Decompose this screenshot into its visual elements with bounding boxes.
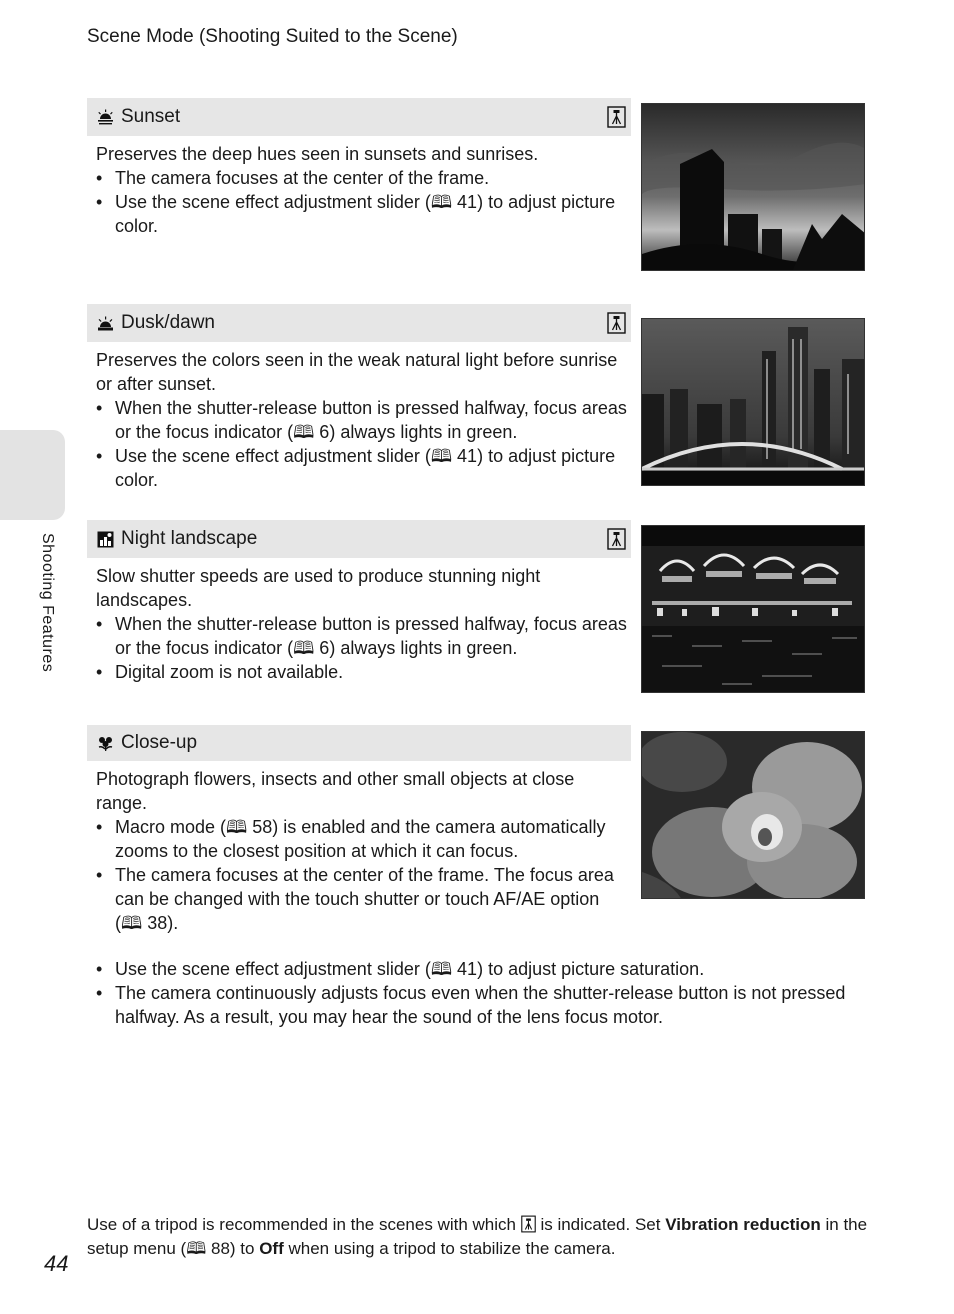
page-number: 44 <box>44 1251 69 1276</box>
bullet-item: • Use the scene effect adjustment slider (🕮 41) to adjust picture color. <box>96 444 631 492</box>
footer-text: in the setup menu (🕮 88) to <box>87 1215 868 1258</box>
section-title: Sunset <box>121 106 181 127</box>
night-landscape-photo <box>641 525 865 693</box>
bullet-list <box>96 396 631 492</box>
footer-text: is indicated. Set <box>540 1215 661 1234</box>
section-title: Close-up <box>121 732 198 753</box>
dusk-dawn-photo <box>641 318 865 486</box>
bullet-item: • Digital zoom is not available. <box>96 660 631 684</box>
sunset-photo <box>641 103 865 271</box>
section-header-bar <box>87 304 631 342</box>
tripod-icon <box>607 312 626 334</box>
chapter-label: Shooting Features <box>39 533 56 673</box>
off-label: Off <box>259 1239 284 1258</box>
footer-text: Use of a tripod is recommended in the scenes with which <box>87 1215 516 1234</box>
close-up-photo <box>641 731 865 899</box>
chapter-tab <box>0 430 65 520</box>
section-intro: Preserves the colors seen in the weak natural light before sunrise or after sunset. <box>96 350 618 394</box>
section-header-bar <box>87 520 631 558</box>
section-body <box>87 136 631 238</box>
bullet-item: • When the shutter-release button is pressed halfway, focus areas or the focus indicator (🕮 6) always lights in green. <box>96 612 631 660</box>
section-intro: Preserves the deep hues seen in sunsets and sunrises. <box>96 144 539 164</box>
section-body <box>87 761 626 935</box>
footer-note <box>87 1213 887 1261</box>
bullet-list <box>96 612 631 684</box>
bullet-list <box>96 815 626 935</box>
footer-text: when using a tripod to stabilize the camera. <box>288 1239 616 1258</box>
bullet-item: • When the shutter-release button is pressed halfway, focus areas or the focus indicator (🕮 6) always lights in green. <box>96 396 631 444</box>
section-body <box>87 342 631 492</box>
vibration-reduction-label: Vibration reduction <box>665 1215 821 1234</box>
bullet-list <box>96 957 856 1029</box>
dusk-dawn-icon <box>97 315 114 332</box>
sunset-icon <box>97 109 114 126</box>
bullet-item: • Macro mode (🕮 58) is enabled and the camera automatically zooms to the closest position at which it can focus. <box>96 815 626 863</box>
bullet-list <box>96 166 631 238</box>
section-header-bar <box>87 98 631 136</box>
page-header-title: Scene Mode (Shooting Suited to the Scene) <box>87 26 458 47</box>
section-dusk-dawn <box>87 304 631 492</box>
night-landscape-icon <box>97 531 114 548</box>
bullet-item: • Use the scene effect adjustment slider (🕮 41) to adjust picture color. <box>96 190 631 238</box>
section-intro: Photograph flowers, insects and other small objects at close range. <box>96 769 575 813</box>
bullet-item: • Use the scene effect adjustment slider (🕮 41) to adjust picture saturation. <box>96 957 856 981</box>
bullet-item: • The camera focuses at the center of the frame. <box>96 166 631 190</box>
tripod-icon <box>521 1215 536 1233</box>
section-intro: Slow shutter speeds are used to produce stunning night landscapes. <box>96 566 541 610</box>
section-close-up <box>87 725 631 935</box>
tripod-icon <box>607 528 626 550</box>
close-up-wide-bullets <box>96 957 856 1029</box>
bullet-item: • The camera focuses at the center of the frame. The focus area can be changed with the touch shutter or touch AF/AE option (🕮 38). <box>96 863 626 935</box>
bullet-item: • The camera continuously adjusts focus even when the shutter-release button is not pressed halfway. As a result, you may hear the sound of the lens focus motor. <box>96 981 856 1029</box>
close-up-icon <box>97 735 114 752</box>
section-night-landscape <box>87 520 631 684</box>
section-title: Dusk/dawn <box>121 312 215 333</box>
section-sunset <box>87 98 631 238</box>
section-title: Night landscape <box>121 528 258 549</box>
section-body <box>87 558 631 684</box>
section-header-bar <box>87 725 631 761</box>
tripod-icon <box>607 106 626 128</box>
